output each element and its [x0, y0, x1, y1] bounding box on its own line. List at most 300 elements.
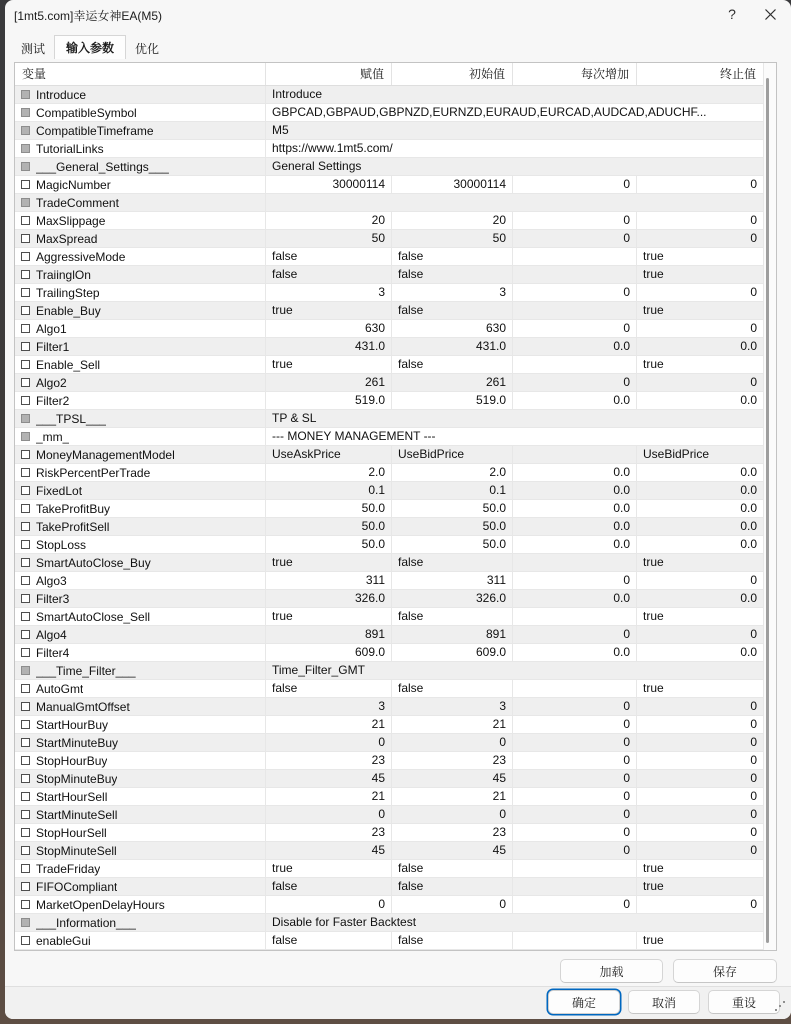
- table-row[interactable]: [15, 122, 763, 140]
- param-value[interactable]: 50.0: [266, 518, 392, 535]
- save-button[interactable]: 保存: [673, 959, 777, 983]
- table-row[interactable]: [15, 410, 763, 428]
- param-stop[interactable]: 0: [750, 771, 757, 785]
- param-initial[interactable]: 50.0: [392, 518, 513, 535]
- param-name: ManualGmtOffset: [36, 699, 130, 714]
- param-stop[interactable]: true: [643, 933, 664, 947]
- param-value[interactable]: 23: [266, 752, 392, 769]
- optimize-checkbox[interactable]: [21, 396, 30, 405]
- param-initial[interactable]: 609.0: [392, 644, 513, 661]
- param-value[interactable]: 30000114: [266, 176, 392, 193]
- param-name-cell: [15, 500, 266, 517]
- optimize-checkbox[interactable]: [21, 936, 30, 945]
- param-step[interactable]: [513, 302, 637, 319]
- param-initial[interactable]: UseBidPrice: [392, 446, 513, 463]
- table-row[interactable]: [15, 842, 763, 860]
- param-stop[interactable]: 0: [750, 375, 757, 389]
- table-row[interactable]: [15, 86, 763, 104]
- optimize-checkbox[interactable]: [21, 324, 30, 333]
- optimize-checkbox[interactable]: [21, 864, 30, 873]
- param-name-cell: [15, 824, 266, 841]
- optimize-checkbox[interactable]: [21, 918, 30, 927]
- table-row[interactable]: [15, 446, 763, 464]
- table-row[interactable]: [15, 590, 763, 608]
- param-name: Filter2: [36, 393, 70, 408]
- param-stop[interactable]: 0: [750, 717, 757, 731]
- optimize-checkbox[interactable]: [21, 360, 30, 369]
- param-step[interactable]: 0: [513, 734, 637, 751]
- param-initial[interactable]: 45: [392, 770, 513, 787]
- optimize-checkbox[interactable]: [21, 144, 30, 153]
- optimize-checkbox[interactable]: [21, 342, 30, 351]
- param-stop[interactable]: 0.0: [740, 519, 757, 533]
- param-value[interactable]: TP & SL: [272, 411, 317, 425]
- param-name-cell: [15, 428, 266, 445]
- param-stop[interactable]: 0: [750, 825, 757, 839]
- param-initial[interactable]: 23: [392, 752, 513, 769]
- param-stop[interactable]: 0.0: [740, 465, 757, 479]
- param-name: RiskPercentPerTrade: [36, 465, 151, 480]
- optimize-checkbox[interactable]: [21, 126, 30, 135]
- optimize-checkbox[interactable]: [21, 774, 30, 783]
- param-stop[interactable]: true: [643, 267, 664, 281]
- optimize-checkbox[interactable]: [21, 612, 30, 621]
- param-initial[interactable]: 261: [392, 374, 513, 391]
- param-step[interactable]: 0: [513, 320, 637, 337]
- param-value[interactable]: 3: [266, 284, 392, 301]
- param-step[interactable]: [513, 680, 637, 697]
- param-step[interactable]: 0: [513, 752, 637, 769]
- param-step[interactable]: [513, 446, 637, 463]
- param-step[interactable]: 0: [513, 896, 637, 913]
- col-header-stop[interactable]: 终止值: [719, 67, 756, 81]
- optimize-checkbox[interactable]: [21, 558, 30, 567]
- optimize-checkbox[interactable]: [21, 306, 30, 315]
- param-stop[interactable]: true: [643, 357, 664, 371]
- param-step[interactable]: 0: [513, 842, 637, 859]
- param-stop[interactable]: 0: [750, 231, 757, 245]
- param-name: StopMinuteSell: [36, 843, 117, 858]
- table-row[interactable]: [15, 392, 763, 410]
- param-name: Algo1: [36, 321, 67, 336]
- optimize-checkbox[interactable]: [21, 162, 30, 171]
- optimize-checkbox[interactable]: [21, 846, 30, 855]
- param-value[interactable]: 21: [266, 716, 392, 733]
- resize-grip[interactable]: [773, 1001, 785, 1013]
- param-stop[interactable]: 0: [750, 735, 757, 749]
- param-initial[interactable]: false: [392, 932, 513, 949]
- param-step[interactable]: 0: [513, 770, 637, 787]
- param-name-cell: [15, 608, 266, 625]
- param-value[interactable]: true: [266, 608, 392, 625]
- param-value[interactable]: --- MONEY MANAGEMENT ---: [272, 429, 436, 443]
- param-name: MoneyManagementModel: [36, 447, 175, 462]
- param-stop[interactable]: 0: [750, 789, 757, 803]
- param-step[interactable]: [513, 554, 637, 571]
- param-step[interactable]: [513, 878, 637, 895]
- table-row[interactable]: [15, 554, 763, 572]
- table-row[interactable]: [15, 176, 763, 194]
- param-stop[interactable]: 0.0: [740, 645, 757, 659]
- optimize-checkbox[interactable]: [21, 252, 30, 261]
- param-value[interactable]: General Settings: [272, 159, 362, 173]
- table-row[interactable]: [15, 716, 763, 734]
- param-step[interactable]: [513, 356, 637, 373]
- param-value[interactable]: true: [266, 356, 392, 373]
- table-row[interactable]: [15, 266, 763, 284]
- optimize-checkbox[interactable]: [21, 378, 30, 387]
- param-step[interactable]: 0.0: [513, 338, 637, 355]
- table-row[interactable]: [15, 698, 763, 716]
- param-stop[interactable]: 0: [750, 807, 757, 821]
- table-row[interactable]: [15, 284, 763, 302]
- param-stop[interactable]: 0: [750, 897, 757, 911]
- table-row[interactable]: [15, 824, 763, 842]
- param-name: TakeProfitBuy: [36, 501, 111, 516]
- param-initial[interactable]: 20: [392, 212, 513, 229]
- param-value[interactable]: false: [266, 680, 392, 697]
- optimize-checkbox[interactable]: [21, 270, 30, 279]
- param-stop[interactable]: 0: [750, 285, 757, 299]
- param-name-cell: [15, 464, 266, 481]
- table-row[interactable]: [15, 302, 763, 320]
- param-name-cell: [15, 410, 266, 427]
- param-step[interactable]: 0: [513, 788, 637, 805]
- optimize-checkbox[interactable]: [21, 486, 30, 495]
- param-initial[interactable]: 0.1: [392, 482, 513, 499]
- col-header-initial[interactable]: 初始值: [392, 63, 513, 85]
- param-stop[interactable]: 0: [750, 753, 757, 767]
- param-stop[interactable]: 0.0: [740, 339, 757, 353]
- param-value[interactable]: Introduce: [272, 87, 323, 101]
- param-stop[interactable]: 0: [750, 627, 757, 641]
- param-stop[interactable]: 0.0: [740, 393, 757, 407]
- optimize-checkbox[interactable]: [21, 594, 30, 603]
- table-row[interactable]: [15, 536, 763, 554]
- param-stop[interactable]: 0.0: [740, 537, 757, 551]
- param-value[interactable]: 0: [266, 806, 392, 823]
- param-initial[interactable]: 30000114: [392, 176, 513, 193]
- table-row[interactable]: [15, 212, 763, 230]
- table-row[interactable]: [15, 374, 763, 392]
- param-initial[interactable]: 326.0: [392, 590, 513, 607]
- table-row[interactable]: [15, 338, 763, 356]
- param-value[interactable]: false: [266, 932, 392, 949]
- param-initial[interactable]: false: [392, 266, 513, 283]
- param-initial[interactable]: false: [392, 608, 513, 625]
- table-row[interactable]: [15, 914, 763, 932]
- optimize-checkbox[interactable]: [21, 180, 30, 189]
- optimize-checkbox[interactable]: [21, 216, 30, 225]
- optimize-checkbox[interactable]: [21, 414, 30, 423]
- table-row[interactable]: [15, 860, 763, 878]
- param-name: CompatibleTimeframe: [36, 123, 154, 138]
- param-value[interactable]: Time_Filter_GMT: [272, 663, 365, 677]
- tab-bar: [12, 35, 168, 59]
- optimize-checkbox[interactable]: [21, 432, 30, 441]
- param-step[interactable]: [513, 248, 637, 265]
- param-step[interactable]: 0: [513, 176, 637, 193]
- param-value[interactable]: 326.0: [266, 590, 392, 607]
- param-initial[interactable]: 0: [392, 734, 513, 751]
- optimize-checkbox[interactable]: [21, 630, 30, 639]
- param-value[interactable]: true: [266, 860, 392, 877]
- param-step[interactable]: 0.0: [513, 392, 637, 409]
- optimize-checkbox[interactable]: [21, 450, 30, 459]
- param-value[interactable]: [266, 194, 763, 211]
- param-step[interactable]: 0: [513, 284, 637, 301]
- param-stop[interactable]: 0: [750, 213, 757, 227]
- table-row[interactable]: [15, 320, 763, 338]
- param-step[interactable]: [513, 266, 637, 283]
- param-step[interactable]: 0: [513, 572, 637, 589]
- param-value[interactable]: 0: [266, 896, 392, 913]
- param-value[interactable]: 23: [266, 824, 392, 841]
- table-row[interactable]: [15, 770, 763, 788]
- table-row[interactable]: [15, 680, 763, 698]
- optimize-checkbox[interactable]: [21, 540, 30, 549]
- param-initial[interactable]: false: [392, 860, 513, 877]
- tab-test[interactable]: 测试: [21, 42, 46, 56]
- param-name-cell: [15, 212, 266, 229]
- table-row[interactable]: [15, 500, 763, 518]
- param-stop[interactable]: 0: [750, 321, 757, 335]
- table-row[interactable]: [15, 806, 763, 824]
- param-value[interactable]: true: [266, 554, 392, 571]
- table-row[interactable]: [15, 932, 763, 950]
- param-value[interactable]: 0.1: [266, 482, 392, 499]
- scrollbar-thumb[interactable]: [766, 78, 769, 943]
- table-row[interactable]: [15, 158, 763, 176]
- param-stop[interactable]: UseBidPrice: [643, 447, 710, 461]
- param-value[interactable]: 20: [266, 212, 392, 229]
- param-step[interactable]: 0: [513, 212, 637, 229]
- param-initial[interactable]: false: [392, 680, 513, 697]
- param-step[interactable]: 0.0: [513, 590, 637, 607]
- param-stop[interactable]: true: [643, 609, 664, 623]
- table-row[interactable]: [15, 644, 763, 662]
- param-initial[interactable]: 50: [392, 230, 513, 247]
- table-row[interactable]: [15, 428, 763, 446]
- param-initial[interactable]: 630: [392, 320, 513, 337]
- optimize-checkbox[interactable]: [21, 234, 30, 243]
- optimize-checkbox[interactable]: [21, 702, 30, 711]
- param-initial[interactable]: 2.0: [392, 464, 513, 481]
- param-value[interactable]: false: [266, 248, 392, 265]
- param-initial[interactable]: 21: [392, 788, 513, 805]
- param-value[interactable]: false: [266, 266, 392, 283]
- table-row[interactable]: [15, 896, 763, 914]
- param-stop[interactable]: 0: [750, 177, 757, 191]
- param-value[interactable]: GBPCAD,GBPAUD,GBPNZD,EURNZD,EURAUD,EURCAD,AUDCAD,ADUCHF...: [272, 105, 707, 119]
- param-initial[interactable]: 519.0: [392, 392, 513, 409]
- param-step[interactable]: 0: [513, 716, 637, 733]
- optimize-checkbox[interactable]: [21, 720, 30, 729]
- param-initial[interactable]: false: [392, 554, 513, 571]
- optimize-checkbox[interactable]: [21, 288, 30, 297]
- optimize-checkbox[interactable]: [21, 108, 30, 117]
- param-stop[interactable]: 0: [750, 843, 757, 857]
- optimize-checkbox[interactable]: [21, 756, 30, 765]
- table-row[interactable]: [15, 752, 763, 770]
- optimize-checkbox[interactable]: [21, 504, 30, 513]
- table-row[interactable]: [15, 482, 763, 500]
- param-name-cell: [15, 176, 266, 193]
- param-value[interactable]: 609.0: [266, 644, 392, 661]
- optimize-checkbox[interactable]: [21, 810, 30, 819]
- table-row[interactable]: [15, 788, 763, 806]
- param-name-cell: [15, 590, 266, 607]
- param-step[interactable]: 0.0: [513, 536, 637, 553]
- param-initial[interactable]: false: [392, 248, 513, 265]
- param-initial[interactable]: false: [392, 302, 513, 319]
- table-row[interactable]: [15, 104, 763, 122]
- param-step[interactable]: 0: [513, 806, 637, 823]
- optimize-checkbox[interactable]: [21, 882, 30, 891]
- ok-button[interactable]: 确定: [548, 990, 620, 1014]
- param-stop[interactable]: true: [643, 861, 664, 875]
- param-value[interactable]: 45: [266, 770, 392, 787]
- table-row[interactable]: [15, 464, 763, 482]
- param-initial[interactable]: 23: [392, 824, 513, 841]
- optimize-checkbox[interactable]: [21, 666, 30, 675]
- param-step[interactable]: 0.0: [513, 482, 637, 499]
- param-name: TakeProfitSell: [36, 519, 110, 534]
- param-step[interactable]: 0.0: [513, 464, 637, 481]
- param-initial[interactable]: 50.0: [392, 500, 513, 517]
- param-value[interactable]: https://www.1mt5.com/: [272, 141, 393, 155]
- col-header-variable[interactable]: 变量: [15, 63, 266, 85]
- load-button[interactable]: 加载: [560, 959, 663, 983]
- tab-optimization[interactable]: 优化: [135, 42, 160, 56]
- param-stop[interactable]: 0.0: [740, 591, 757, 605]
- param-initial[interactable]: 50.0: [392, 536, 513, 553]
- param-value[interactable]: 431.0: [266, 338, 392, 355]
- param-step[interactable]: 0: [513, 230, 637, 247]
- param-step[interactable]: [513, 932, 637, 949]
- param-initial[interactable]: 891: [392, 626, 513, 643]
- table-row[interactable]: [15, 356, 763, 374]
- param-value[interactable]: 311: [266, 572, 392, 589]
- param-value[interactable]: Disable for Faster Backtest: [272, 915, 417, 929]
- optimize-checkbox[interactable]: [21, 522, 30, 531]
- param-step[interactable]: 0.0: [513, 644, 637, 661]
- vertical-scrollbar[interactable]: [763, 63, 776, 950]
- param-step[interactable]: 0: [513, 626, 637, 643]
- param-value[interactable]: 261: [266, 374, 392, 391]
- table-row[interactable]: [15, 626, 763, 644]
- param-value[interactable]: M5: [272, 123, 289, 137]
- table-body: [15, 86, 763, 950]
- optimize-checkbox[interactable]: [21, 900, 30, 909]
- param-step[interactable]: 0.0: [513, 500, 637, 517]
- param-initial[interactable]: false: [392, 356, 513, 373]
- param-step[interactable]: [513, 860, 637, 877]
- param-value[interactable]: 50.0: [266, 500, 392, 517]
- param-step[interactable]: 0: [513, 824, 637, 841]
- param-step[interactable]: 0.0: [513, 518, 637, 535]
- param-initial[interactable]: 0: [392, 896, 513, 913]
- optimize-checkbox[interactable]: [21, 576, 30, 585]
- reset-button[interactable]: 重设: [708, 990, 780, 1014]
- param-value[interactable]: 630: [266, 320, 392, 337]
- optimize-checkbox[interactable]: [21, 684, 30, 693]
- table-row[interactable]: [15, 734, 763, 752]
- param-value[interactable]: 3: [266, 698, 392, 715]
- optimize-checkbox[interactable]: [21, 468, 30, 477]
- param-name: TrailingStep: [36, 285, 100, 300]
- table-row[interactable]: [15, 518, 763, 536]
- param-value[interactable]: 0: [266, 734, 392, 751]
- param-stop[interactable]: true: [643, 681, 664, 695]
- param-initial[interactable]: 45: [392, 842, 513, 859]
- table-row[interactable]: [15, 662, 763, 680]
- param-value[interactable]: 45: [266, 842, 392, 859]
- cancel-button[interactable]: 取消: [628, 990, 700, 1014]
- param-value[interactable]: 50: [266, 230, 392, 247]
- optimize-checkbox[interactable]: [21, 648, 30, 657]
- param-initial[interactable]: 431.0: [392, 338, 513, 355]
- optimize-checkbox[interactable]: [21, 828, 30, 837]
- close-button[interactable]: [759, 3, 781, 25]
- param-stop[interactable]: 0: [750, 699, 757, 713]
- param-initial[interactable]: 3: [392, 284, 513, 301]
- param-value[interactable]: 891: [266, 626, 392, 643]
- table-row[interactable]: [15, 140, 763, 158]
- param-stop[interactable]: 0.0: [740, 483, 757, 497]
- param-value[interactable]: false: [266, 878, 392, 895]
- param-stop[interactable]: true: [643, 249, 664, 263]
- col-header-step[interactable]: 每次增加: [513, 63, 637, 85]
- optimize-checkbox[interactable]: [21, 792, 30, 801]
- param-stop[interactable]: true: [643, 303, 664, 317]
- table-row[interactable]: [15, 878, 763, 896]
- param-stop[interactable]: true: [643, 879, 664, 893]
- param-value[interactable]: 21: [266, 788, 392, 805]
- param-step[interactable]: [513, 608, 637, 625]
- param-value[interactable]: 50.0: [266, 536, 392, 553]
- param-initial[interactable]: 21: [392, 716, 513, 733]
- help-button[interactable]: [721, 3, 743, 25]
- param-name: Algo2: [36, 375, 67, 390]
- optimize-checkbox[interactable]: [21, 198, 30, 207]
- table-row[interactable]: [15, 194, 763, 212]
- param-value[interactable]: 519.0: [266, 392, 392, 409]
- param-value[interactable]: true: [266, 302, 392, 319]
- param-stop[interactable]: true: [643, 555, 664, 569]
- table-row[interactable]: [15, 248, 763, 266]
- param-initial[interactable]: 0: [392, 806, 513, 823]
- param-name-cell: [15, 356, 266, 373]
- tab-input-parameters[interactable]: 输入参数: [54, 35, 126, 59]
- param-name: AggressiveMode: [36, 249, 126, 264]
- param-stop[interactable]: 0: [750, 573, 757, 587]
- optimize-checkbox[interactable]: [21, 738, 30, 747]
- param-initial[interactable]: 3: [392, 698, 513, 715]
- param-stop[interactable]: 0.0: [740, 501, 757, 515]
- param-step[interactable]: 0: [513, 698, 637, 715]
- param-initial[interactable]: 311: [392, 572, 513, 589]
- table-row[interactable]: [15, 230, 763, 248]
- col-header-value[interactable]: 赋值: [266, 63, 392, 85]
- param-value[interactable]: UseAskPrice: [266, 446, 392, 463]
- table-row[interactable]: [15, 572, 763, 590]
- optimize-checkbox[interactable]: [21, 90, 30, 99]
- param-initial[interactable]: false: [392, 878, 513, 895]
- param-value[interactable]: 2.0: [266, 464, 392, 481]
- table-row[interactable]: [15, 608, 763, 626]
- param-step[interactable]: 0: [513, 374, 637, 391]
